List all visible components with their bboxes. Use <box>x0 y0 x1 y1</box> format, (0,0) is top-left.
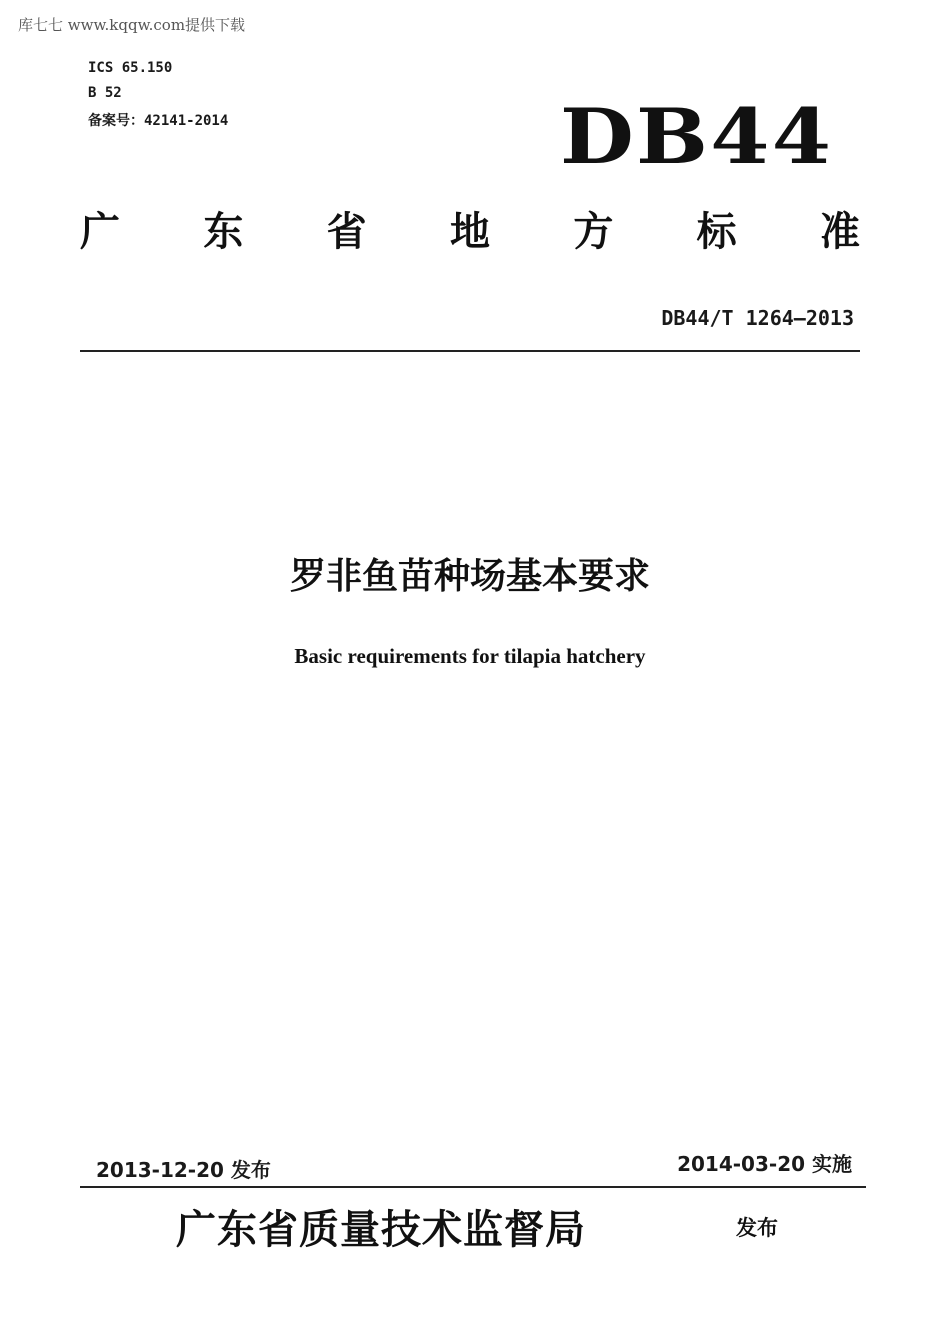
document-title-en: Basic requirements for tilapia hatchery <box>294 644 646 668</box>
watermark-text: 库七七 www.kqqw.com提供下载 <box>18 16 246 34</box>
standard-type-char: 方 <box>573 209 614 255</box>
standard-type-char: 准 <box>819 209 860 255</box>
standard-type-char: 标 <box>696 209 737 255</box>
implementation-date: 2014-03-20 实施 <box>677 1152 852 1176</box>
standard-type-char: 广 <box>80 209 120 255</box>
standard-type-heading <box>80 200 860 257</box>
top-divider <box>80 350 860 352</box>
standard-type-char: 省 <box>326 209 367 255</box>
db-mark-logo: DB44 <box>560 92 834 181</box>
classification-code: B 52 <box>88 85 122 101</box>
issuing-authority: 广东省质量技术监督局 <box>176 1206 586 1253</box>
record-number: 备案号：42141-2014 <box>88 113 229 129</box>
issue-date: 2013-12-20 发布 <box>96 1158 271 1182</box>
bottom-divider <box>80 1186 866 1188</box>
standard-type-char: 地 <box>449 209 490 255</box>
ics-code: ICS 65.150 <box>88 60 173 76</box>
issuing-authority-suffix: 发布 <box>736 1216 778 1240</box>
standard-type-char: 东 <box>203 209 244 255</box>
document-title-zh: 罗非鱼苗种场基本要求 <box>289 556 650 597</box>
standard-number: DB44/T 1264—2013 <box>661 306 854 330</box>
